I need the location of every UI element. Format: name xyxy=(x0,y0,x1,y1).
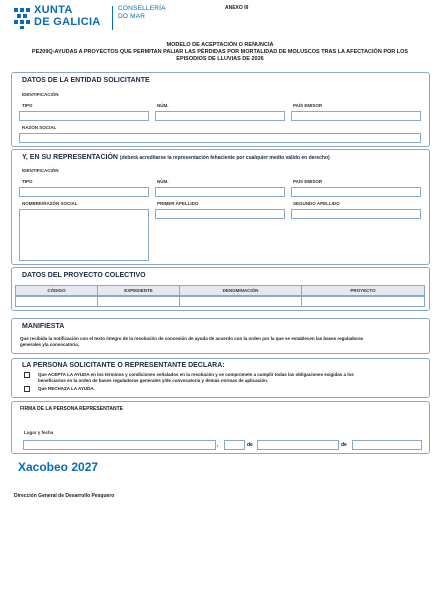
entity-number-field[interactable] xyxy=(155,111,285,121)
day-field[interactable] xyxy=(224,440,245,450)
de-label-2: de xyxy=(341,442,347,448)
rep-number-field[interactable] xyxy=(155,187,285,197)
type-label: TIPO xyxy=(22,179,33,184)
document-title: MODELO DE ACEPTACIÓN O RENUNCIA PE209Q-AYUDAS A PROYECTOS QUE PERMITAN PALIAR LAS PÉRDIDAS POR MORTALIDAD DE MOLUSCOS TRAS LA AFECTACIÓN POR LOS EPISODIOS DE LLUVIAS DE 2026 xyxy=(31,42,409,62)
reject-text: Que RECHAZA LA AYUDA. xyxy=(38,386,95,391)
identification-label: IDENTIFICACIÓN xyxy=(22,92,59,97)
xacobeo-logo: Xacobeo 2027 xyxy=(18,460,99,474)
business-name-label: RAZÓN SOCIAL xyxy=(22,125,57,130)
conselleria-name: CONSELLERÍA DO MAR xyxy=(118,5,166,20)
accept-checkbox[interactable] xyxy=(24,372,30,378)
project-project-cell[interactable] xyxy=(301,296,425,307)
reject-checkbox[interactable] xyxy=(24,386,30,392)
xunta-wordmark: XUNTA DE GALICIA xyxy=(34,4,101,28)
project-heading: DATOS DEL PROYECTO COLECTIVO xyxy=(22,272,146,279)
project-file-cell[interactable] xyxy=(97,296,180,307)
comma-separator: , xyxy=(217,442,219,448)
column-header-project: PROYECTO xyxy=(301,285,425,296)
entity-type-field[interactable] xyxy=(19,111,149,121)
column-header-code: CÓDIGO xyxy=(15,285,98,296)
identification-label: IDENTIFICACIÓN xyxy=(22,168,59,173)
rep-second-surname-field[interactable] xyxy=(291,209,421,219)
anexo-label: ANEXO III xyxy=(225,5,249,11)
project-name-cell[interactable] xyxy=(179,296,302,307)
signature-section xyxy=(11,401,430,454)
first-surname-label: PRIMER APELLIDO xyxy=(157,201,199,206)
type-label: TIPO xyxy=(22,103,33,108)
xunta-emblem-icon xyxy=(12,6,32,30)
directorate-name: Dirección General de Desarrollo Pesquero xyxy=(14,493,115,499)
declaration-section xyxy=(11,358,430,398)
entity-country-field[interactable] xyxy=(291,111,421,121)
entity-heading: DATOS DE LA ENTIDAD SOLICITANTE xyxy=(22,77,150,84)
number-label: NÚM. xyxy=(157,179,169,184)
country-label: PAÍS EMISOR xyxy=(293,103,323,108)
place-field[interactable] xyxy=(23,440,219,450)
rep-name-field[interactable] xyxy=(19,209,149,261)
rep-type-field[interactable] xyxy=(19,187,149,197)
year-field[interactable] xyxy=(352,440,422,450)
representative-heading: Y, EN SU REPRESENTACIÓN (deberá acreditarse la representación fehaciente por cualquier medio válido en derecho) xyxy=(22,154,330,161)
representative-section xyxy=(11,149,430,265)
xunta-logo xyxy=(12,4,166,34)
column-header-file: EXPEDIENTE xyxy=(97,285,180,296)
project-section xyxy=(11,267,430,311)
declaration-heading: LA PERSONA SOLICITANTE O REPRESENTANTE DECLARA: xyxy=(22,362,225,369)
column-header-name: DENOMINACIÓN xyxy=(179,285,302,296)
manifiesta-heading: MANIFIESTA xyxy=(22,323,65,330)
month-field[interactable] xyxy=(257,440,339,450)
place-date-label: Lugar y fecha xyxy=(24,430,54,435)
rep-country-field[interactable] xyxy=(291,187,421,197)
signature-heading: FIRMA DE LA PERSONA REPRESENTANTE xyxy=(20,406,123,412)
rep-first-surname-field[interactable] xyxy=(155,209,285,219)
business-name-field[interactable] xyxy=(19,133,421,143)
country-label: PAÍS EMISOR xyxy=(293,179,323,184)
entity-section xyxy=(11,72,430,147)
manifiesta-section xyxy=(11,318,430,354)
number-label: NÚM. xyxy=(157,103,169,108)
accept-text: Que ACEPTA LA AYUDA en los términos y condiciones señalados en la resolución y se compromete a cumplir todas las obligaciones exigidas a los beneficiarios en la orden de bases reguladoras generales y/de convocatoria y demás normas de aplicación. xyxy=(38,372,354,383)
logo-divider xyxy=(112,6,113,30)
manifiesta-text: Que recibida la notificación con el texto íntegro de la resolución de concesión de ayuda de acuerdo con la orden por la que se establecen las bases reguladoras generales y/a convocatoria, xyxy=(20,336,364,347)
representative-note: (deberá acreditarse la representación fehaciente por cualquier medio válido en derecho) xyxy=(119,155,330,161)
second-surname-label: SEGUNDO APELLIDO xyxy=(293,201,340,206)
name-label: NOMBRE/RAZÓN SOCIAL xyxy=(22,201,78,206)
project-code-cell[interactable] xyxy=(15,296,98,307)
de-label-1: de xyxy=(247,442,253,448)
